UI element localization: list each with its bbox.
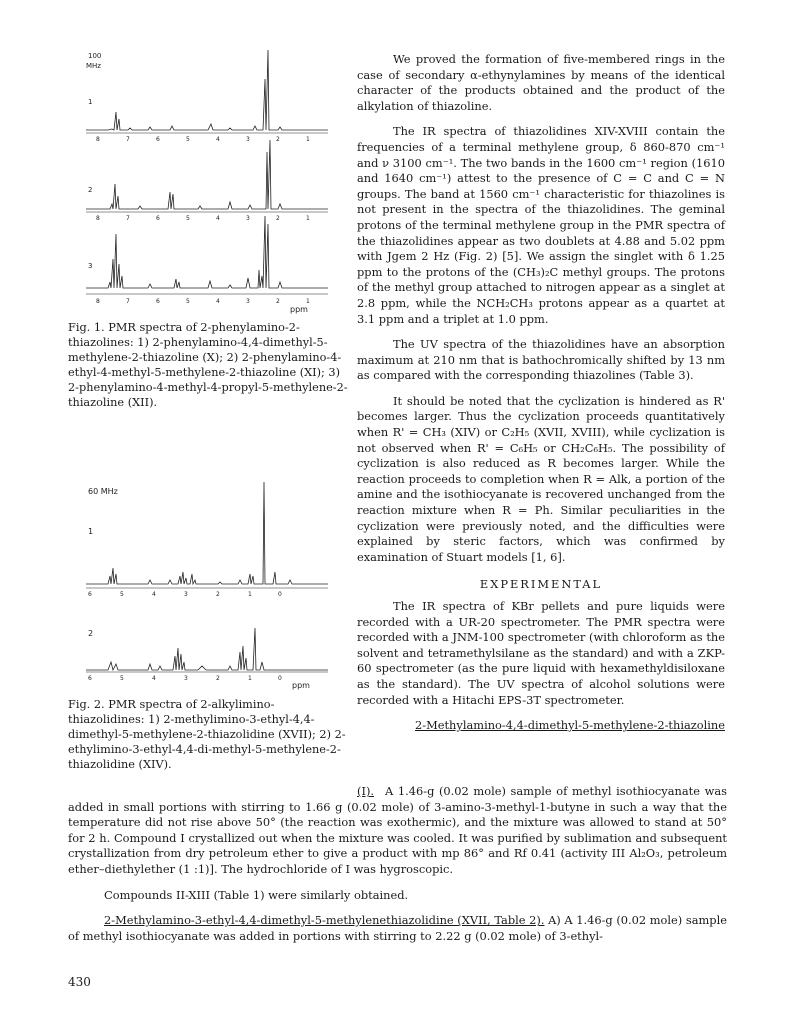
fig1-trace-3: [86, 216, 328, 288]
svg-text:3: 3: [184, 675, 188, 682]
compound-i-procedure: A 1.46-g (0.02 mole) sample of methyl isothiocyanate was added in small portions with stirring to 1.66 g (0.02 mole) of 3-amino-3-methyl-1-butyne in such a way that the temperature did not rise above 50° (the reaction was exothermic), and the mixture was allowed to stand at 50° for 2 h. Compound I crystallized out when the mixture was cooled. It was purified by sublimation and subsequent crystallization from dry petroleum ether to give a product with mp 86° and Rf 0.41 (activity III Al₂O₃, petroleum ether–diethylether (1 :1)]. The hydrochloride of I was hygroscopic.: [68, 784, 727, 876]
svg-text:8: 8: [96, 298, 100, 305]
fig2-trace-label-2: 2: [88, 629, 94, 638]
figure-2-spectra: [78, 476, 350, 694]
paragraph-3: The UV spectra of the thiazolidines have an absorption maximum at 210 nm that is bathochromically shifted by 13 nm as compared with the corresponding thiazolines (Table 3).: [357, 337, 725, 383]
svg-text:1: 1: [306, 136, 310, 143]
svg-text:7: 7: [126, 298, 130, 305]
svg-text:4: 4: [216, 215, 220, 222]
fig1-freq-top: 100: [88, 52, 102, 60]
svg-text:3: 3: [184, 591, 188, 598]
figure-2-caption: Fig. 2. PMR spectra of 2-alkylimino-thiazolidines: 1) 2-methylimino-3-ethyl-4,4-dimethyl-5-methylene-2-thiazolidine (XVII); 2) 2-ethylimino-3-ethyl-4,4-di-methyl-5-methylene-2-thiazolidine (XIV).: [68, 698, 346, 771]
compound-i-label: (I).: [357, 784, 375, 798]
figure-1-caption: Fig. 1. PMR spectra of 2-phenylamino-2-thiazolines: 1) 2-phenylamino-4,4-dimethyl-5-methylene-2-thiazoline (X); 2) 2-phenylamino-4-ethyl-4-methyl-5-methylene-2-thiazoline (XI); 3) 2-phenylamino-4-methyl-4-propyl-5-methylene-2-thiazoline (XII).: [68, 321, 348, 409]
figure-2-caption-block: [68, 697, 350, 772]
svg-text:7: 7: [126, 136, 130, 143]
svg-text:2: 2: [216, 591, 220, 598]
compound-xvii-title: 2-Methylamino-3-ethyl-4,4-dimethyl-5-methylenethiazolidine (XVII, Table 2).: [104, 913, 545, 928]
paragraph-4: It should be noted that the cyclization is hindered as R' becomes larger. Thus the cyclization proceeds quantitatively when R' = CH₃ (XIV) or C₂H₅ (XVII, XVIII), while cyclization is not observed when R' = C₆H₅ or CH₂C₆H₅. The possibility of cyclization is also reduced as R becomes larger. While the reaction proceeds to completion when R = Alk, a portion of the amine and the isothiocyanate is recovered unchanged from the reaction mixture when R = Ph. Similar peculiarities in the cyclization were previously noted, and the difficulties were explained by steric factors, which was confirmed by examination of Stuart models [1, 6].: [357, 393, 725, 564]
fig1-trace-label-3: 3: [88, 262, 93, 270]
fig1-trace-label-2: 2: [88, 186, 93, 194]
fig1-axis-unit: ppm: [290, 305, 308, 314]
svg-text:1: 1: [248, 591, 252, 598]
svg-text:6: 6: [156, 298, 160, 305]
svg-text:8: 8: [96, 215, 100, 222]
svg-text:2: 2: [276, 136, 280, 143]
paragraph-7: Compounds II-XIII (Table 1) were similarly obtained.: [104, 887, 409, 902]
svg-text:2: 2: [216, 675, 220, 682]
svg-text:1: 1: [248, 675, 252, 682]
svg-text:1: 1: [306, 215, 310, 222]
compound-i-title: [357, 718, 725, 734]
svg-text:6: 6: [88, 675, 92, 682]
svg-text:3: 3: [246, 298, 250, 305]
paragraph-1: We proved the formation of five-membered rings in the case of secondary α-ethynylamines by means of the identical character of the products obtained and the product of the alkylation of thiazoline.: [357, 52, 725, 113]
fig1-trace-2: [86, 140, 328, 209]
svg-text:5: 5: [120, 591, 124, 598]
paragraph-5: The IR spectra of KBr pellets and pure liquids were recorded with a UR-20 spectrometer. The PMR spectra were recorded with a JNM-100 spectrometer (with chloroform as the solvent and tetramethylsilane as the standard) and with a ZKP-60 spectrometer (as the pure liquid with hexamethyldisiloxane as the standard). The UV spectra of alcohol solutions were recorded with a Hitachi EPS-3T spectrometer.: [357, 599, 725, 707]
figure-1-caption-block: [68, 320, 350, 410]
svg-text:1: 1: [306, 298, 310, 305]
section-heading-experimental: EXPERIMENTAL: [479, 577, 603, 592]
fig2-trace-label-1: 1: [88, 527, 94, 536]
svg-text:2: 2: [276, 215, 280, 222]
svg-text:0: 0: [278, 675, 282, 682]
fig2-axis-2-ticks: [88, 675, 282, 682]
compound-xvii-paragraph: [68, 913, 727, 944]
svg-text:6: 6: [156, 136, 160, 143]
svg-text:7: 7: [126, 215, 130, 222]
paragraph-2: The IR spectra of thiazolidines XIV-XVIII contain the frequencies of a terminal methylene group, δ 860-870 cm⁻¹ and ν 3100 cm⁻¹. The two bands in the 1600 cm⁻¹ region (1610 and 1640 cm⁻¹) attest to the presence of C = C and C = N groups. The band at 1560 cm⁻¹ characteristic for thiazolines is not present in the spectra of the thiazolidines. The geminal protons of the terminal methylene group in the PMR spectra of the thiazolidines appear as two doublets at 4.88 and 5.02 ppm with Jgem 2 Hz (Fig. 2) [5]. We assign the singlet with δ 1.25 ppm to the protons of the (CH₃)₂C methyl groups. The protons of the methyl group attached to nitrogen appear as a singlet at 2.8 ppm, while the NCH₂CH₃ protons appear as a quartet at 3.1 ppm and a triplet at 1.0 ppm.: [357, 124, 725, 326]
svg-text:4: 4: [152, 675, 156, 682]
fig1-axis-3-ticks: [96, 298, 310, 305]
svg-text:5: 5: [186, 215, 190, 222]
svg-text:5: 5: [120, 675, 124, 682]
svg-text:4: 4: [216, 136, 220, 143]
compound-i-title-text: 2-Methylamino-4,4-dimethyl-5-methylene-2-thiazoline: [414, 718, 725, 733]
svg-text:5: 5: [186, 298, 190, 305]
fig2-freq-label: 60 MHz: [88, 487, 118, 496]
svg-text:3: 3: [246, 215, 250, 222]
svg-text:0: 0: [278, 591, 282, 598]
fig1-trace-label-1: 1: [88, 98, 93, 106]
fig1-axis-1-ticks: [96, 136, 310, 143]
right-column: [357, 52, 725, 734]
fig1-trace-1: [86, 50, 328, 130]
fig2-axis-unit: ppm: [292, 681, 310, 690]
svg-text:4: 4: [152, 591, 156, 598]
svg-text:2: 2: [276, 298, 280, 305]
compound-xvii-procedure: A) A 1.46-g (0.02 mole) sample of methyl isothiocyanate was added in portions with stirring to 2.22 g (0.02 mole) of 3-ethyl-: [68, 913, 727, 943]
svg-text:4: 4: [216, 298, 220, 305]
svg-text:8: 8: [96, 136, 100, 143]
svg-text:5: 5: [186, 136, 190, 143]
svg-text:6: 6: [156, 215, 160, 222]
fig2-axis-1-ticks: [88, 591, 282, 598]
fig2-trace-2: [86, 628, 328, 670]
svg-text:3: 3: [246, 136, 250, 143]
fig2-trace-1: [86, 482, 328, 584]
figure-1-spectra: [78, 44, 350, 320]
svg-text:6: 6: [88, 591, 92, 598]
compound-i-paragraph: [68, 784, 727, 944]
fig1-freq-unit: MHz: [86, 62, 101, 70]
fig1-axis-2-ticks: [96, 215, 310, 222]
page-number: 430: [68, 975, 91, 989]
